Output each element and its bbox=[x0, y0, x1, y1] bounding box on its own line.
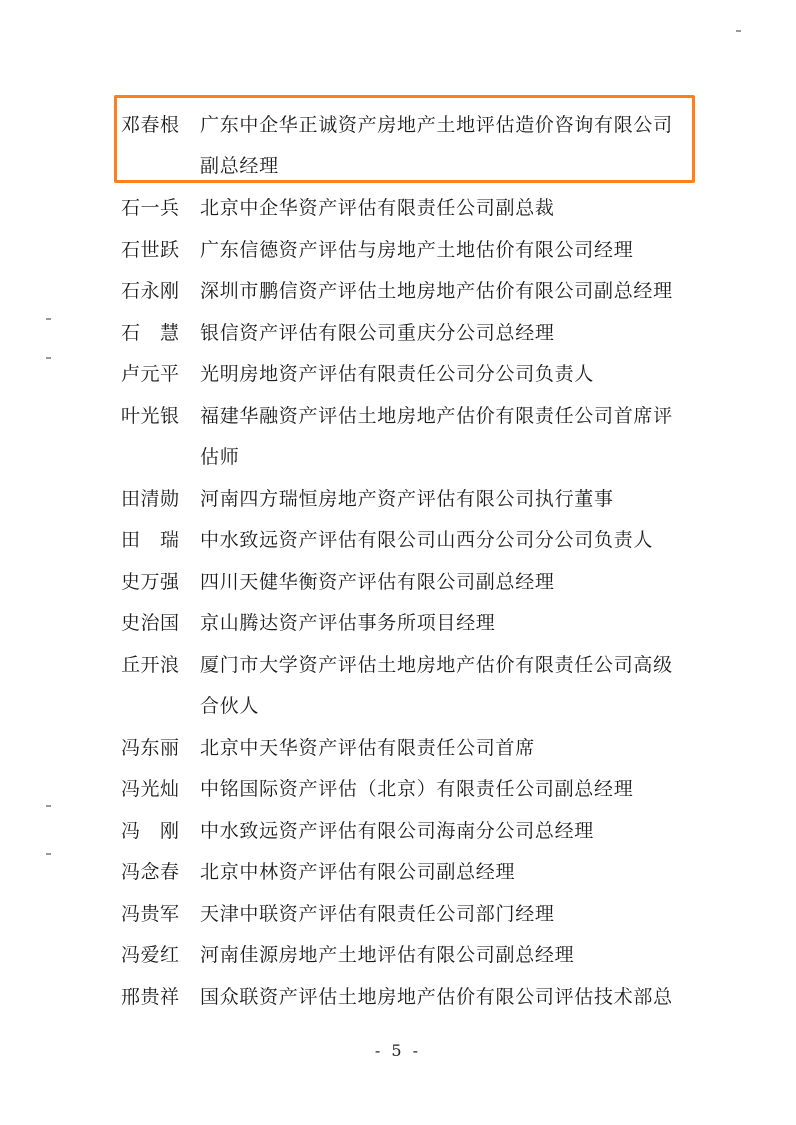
member-name: 冯贵军 bbox=[121, 902, 180, 925]
member-name: 石 慧 bbox=[121, 321, 180, 344]
member-title bbox=[200, 858, 690, 886]
member-title bbox=[200, 485, 690, 513]
member-title bbox=[200, 111, 690, 180]
member-name: 冯念春 bbox=[121, 861, 180, 883]
title-line: 北京中天华资产评估有限责任公司首席 bbox=[200, 736, 535, 759]
title-line: 厦门市大学资产评估土地房地产估价有限责任公司高级 bbox=[200, 653, 673, 676]
member-title bbox=[200, 734, 690, 762]
member-name: 冯东丽 bbox=[121, 736, 180, 759]
margin-mark bbox=[46, 357, 51, 359]
member-name: 邓春根 bbox=[121, 114, 180, 136]
member-title bbox=[200, 360, 690, 388]
member-name: 史治国 bbox=[121, 612, 180, 634]
title-line: 北京中企华资产评估有限责任公司副总裁 bbox=[200, 197, 555, 219]
member-name: 卢元平 bbox=[121, 363, 180, 385]
member-title bbox=[200, 277, 690, 305]
title-line: 中水致远资产评估有限公司山西分公司分公司负责人 bbox=[200, 529, 654, 551]
member-name: 石一兵 bbox=[121, 197, 180, 219]
title-line: 北京中林资产评估有限公司副总经理 bbox=[200, 861, 516, 883]
title-line: 中铭国际资产评估（北京）有限责任公司副总经理 bbox=[200, 778, 634, 800]
member-name: 田清勋 bbox=[121, 487, 180, 510]
margin-mark bbox=[46, 853, 51, 855]
margin-mark bbox=[46, 805, 51, 807]
title-line: 国众联资产评估土地房地产估价有限公司评估技术部总 bbox=[200, 985, 673, 1008]
member-title bbox=[200, 775, 690, 803]
member-name: 冯 刚 bbox=[121, 819, 180, 842]
member-title bbox=[200, 568, 690, 596]
member-name: 石世跃 bbox=[121, 238, 180, 261]
member-title bbox=[200, 941, 690, 969]
member-name: 田 瑞 bbox=[121, 529, 180, 551]
title-line: 四川天健华衡资产评估有限公司副总经理 bbox=[200, 570, 555, 593]
title-line: 中水致远资产评估有限公司海南分公司总经理 bbox=[200, 819, 595, 842]
title-line: 河南佳源房地产土地评估有限公司副总经理 bbox=[200, 944, 575, 966]
title-line: 深圳市鹏信资产评估土地房地产估价有限公司副总经理 bbox=[200, 280, 673, 302]
member-title bbox=[200, 526, 690, 554]
member-name: 冯光灿 bbox=[121, 778, 180, 800]
member-title bbox=[200, 900, 690, 928]
member-name: 叶光银 bbox=[121, 404, 180, 427]
member-title bbox=[200, 609, 690, 637]
margin-mark bbox=[736, 30, 741, 32]
title-line: 京山腾达资产评估事务所项目经理 bbox=[200, 612, 496, 634]
member-name: 冯爱红 bbox=[121, 944, 180, 966]
title-line: 合伙人 bbox=[200, 694, 260, 717]
title-line: 估师 bbox=[200, 445, 240, 468]
title-line: 广东信德资产评估与房地产土地估价有限公司经理 bbox=[200, 238, 634, 261]
member-title bbox=[200, 651, 690, 720]
title-line: 河南四方瑞恒房地产资产评估有限公司执行董事 bbox=[200, 487, 614, 510]
member-title bbox=[200, 402, 690, 471]
member-title bbox=[200, 194, 690, 222]
member-name: 史万强 bbox=[121, 570, 180, 593]
title-line: 银信资产评估有限公司重庆分公司总经理 bbox=[200, 321, 555, 344]
member-title bbox=[200, 817, 690, 845]
title-line: 光明房地资产评估有限责任公司分公司负责人 bbox=[200, 363, 595, 385]
title-line: 副总经理 bbox=[200, 155, 279, 177]
member-name: 丘开浪 bbox=[121, 653, 180, 676]
member-title bbox=[200, 236, 690, 264]
member-title bbox=[200, 983, 690, 1011]
margin-mark bbox=[46, 318, 51, 320]
page-number: - 5 - bbox=[374, 1041, 422, 1060]
title-line: 福建华融资产评估土地房地产估价有限责任公司首席评 bbox=[200, 404, 673, 427]
member-title bbox=[200, 319, 690, 347]
title-line: 天津中联资产评估有限责任公司部门经理 bbox=[200, 902, 555, 925]
title-line: 广东中企华正诚资产房地产土地评估造价咨询有限公司 bbox=[200, 114, 673, 136]
member-name: 石永刚 bbox=[121, 280, 180, 302]
member-name: 邢贵祥 bbox=[121, 985, 180, 1008]
